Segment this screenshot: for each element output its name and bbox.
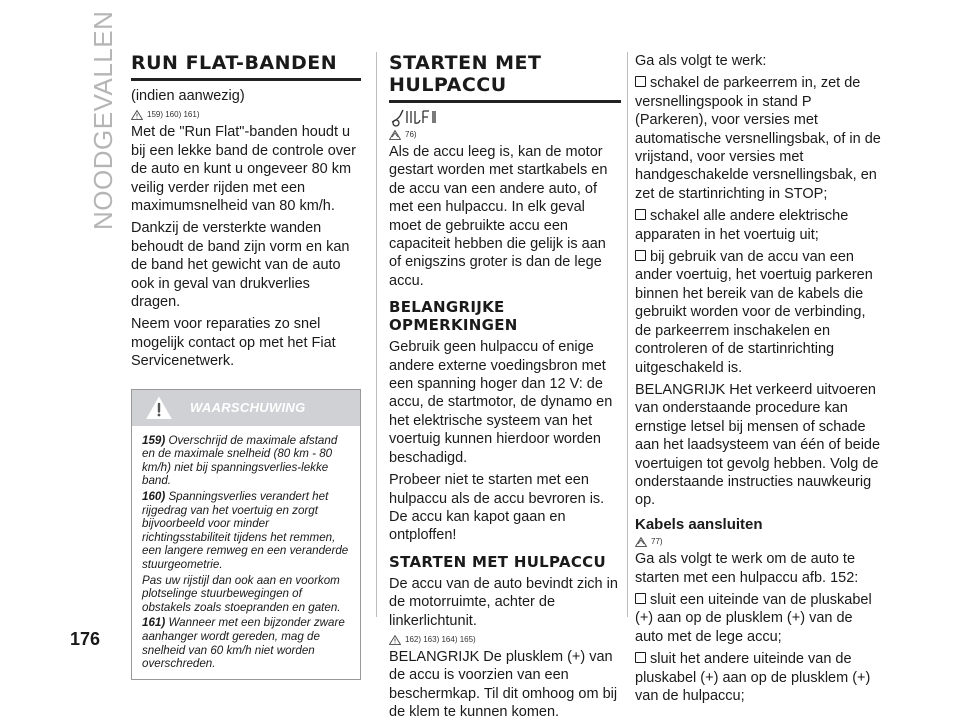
warning-item-number: 159) — [142, 433, 166, 447]
heading-belangrijke: BELANGRIJKE OPMERKINGEN — [389, 298, 518, 335]
checkbox-icon — [635, 209, 646, 220]
warning-refs — [635, 536, 883, 548]
paragraph: BELANGRIJK De plusklem (+) van de accu is voorzien van een beschermkap. Til dit omhoog om bij de klem te kunnen komen. — [389, 648, 618, 721]
paragraph: De accu van de auto bevindt zich in de motorruimte, achter de linkerlichtunit. — [389, 575, 618, 629]
paragraph: BELANGRIJK Het verkeerd uitvoeren van onderstaande procedure kan ernstige letsel bij mensen of schade aan het laadsysteem van één of beide voertuigen tot gevolg hebben. Volg de onderstaande instructies nauwkeurig op. — [635, 381, 881, 509]
checkbox-icon — [635, 76, 646, 87]
warning-refs — [389, 634, 621, 646]
column-divider — [376, 52, 377, 617]
warning-item — [142, 574, 350, 615]
warning-item — [142, 490, 350, 572]
checkbox-icon — [635, 593, 646, 604]
section-title-starten: STARTEN MET HULPACCU — [389, 52, 621, 103]
warning-header — [132, 390, 360, 426]
paragraph: Gebruik geen hulpaccu of enige andere externe voedingsbron met een spanning hoger dan 12 V: de accu, de startmotor, de dynamo en het elektrische systeem van het voertuig kunnen hierdoor worden beschadigd. — [389, 339, 613, 466]
refs-text: 77) — [651, 537, 663, 547]
list-item — [635, 74, 883, 203]
column-divider — [627, 52, 628, 617]
list-item — [635, 591, 883, 646]
list-item-text: sluit een uiteinde van de pluskabel (+) aan op de plusklem (+) van de auto met de lege accu; — [635, 591, 872, 645]
paragraph: Dankzij de versterkte wanden behoudt de band zijn vorm en kan de band het gewicht van de auto ook in geval van drukverlies dragen. — [131, 220, 350, 311]
warning-item-text: Spanningsverlies verandert het rijgedrag van het voertuig en zorgt bijvoorbeeld voor minder richtingsstabiliteit tijdens het remmen, een langere remweg en een veranderde stuurgeometrie. — [142, 490, 349, 572]
warning-triangle-icon — [131, 110, 143, 120]
warning-item-number: 161) — [142, 616, 166, 630]
warning-title: WAARSCHUWING — [190, 399, 306, 415]
paragraph: Neem voor reparaties zo snel mogelijk contact op met het Fiat Servicenetwerk. — [131, 316, 336, 370]
subtitle: (indien aanwezig) — [131, 88, 245, 104]
fiat-service-logo-icon — [389, 107, 441, 127]
warning-triangle-icon — [389, 130, 401, 140]
heading-kabels: Kabels aansluiten — [635, 515, 763, 533]
paragraph: Ga als volgt te werk: — [635, 53, 767, 69]
warning-triangle-icon — [146, 396, 172, 420]
warning-item-text: Wanneer met een bijzonder zware aanhanger wordt gereden, mag de snelheid van 60 km/h niet worden overschreden. — [142, 616, 345, 671]
list-item — [635, 248, 883, 377]
warning-item-text: Overschrijd de maximale afstand en de maximale snelheid (80 km - 80 km/h) niet bij spanningsverlies-lekke band. — [142, 433, 338, 488]
column-starten — [389, 52, 621, 721]
warning-item — [142, 434, 350, 488]
column-procedure — [635, 52, 883, 704]
heading-starten: STARTEN MET HULPACCU — [389, 552, 606, 571]
paragraph: Met de "Run Flat"-banden houdt u bij een lekke band de controle over de auto en kunt u ongeveer 80 km veilig verder rijden met een maximumsnelheid van 80 km/h. — [131, 124, 356, 215]
warning-refs — [389, 129, 621, 141]
list-item-text: sluit het andere uiteinde van de pluskabel (+) aan op de plusklem (+) van de hulpaccu; — [635, 651, 871, 704]
list-item-text: schakel alle andere elektrische apparaten in het voertuig uit; — [635, 208, 849, 243]
list-item — [635, 650, 883, 705]
paragraph: Probeer niet te starten met een hulpaccu als de accu bevroren is. De accu kan kapot gaan en ontploffen! — [389, 472, 605, 544]
side-tab-label: NOODGEVALLEN — [88, 10, 118, 230]
column-run-flat — [131, 52, 361, 671]
list-item-text: bij gebruik van de accu van een ander voertuig, het voertuig parkeren binnen het bereik van de kabels die gebruikt worden voor de verbinding, de parkeerrem inschakelen en controleren of de startinrichting uitgeschakeld is. — [635, 249, 873, 376]
page-number: 176 — [70, 629, 101, 649]
paragraph: Ga als volgt te werk om de auto te starten met een hulpaccu afb. 152: — [635, 551, 859, 586]
warning-triangle-icon — [635, 537, 647, 547]
refs-text: 76) — [405, 130, 417, 139]
list-item — [635, 207, 883, 244]
warning-body — [132, 426, 360, 679]
warning-item-text: Pas uw rijstijl dan ook aan en voorkom plotselinge stuurbewegingen of obstakels zoals stoepranden en gaten. — [142, 573, 341, 614]
warning-triangle-icon — [389, 635, 401, 645]
refs-text: 159) 160) 161) — [147, 110, 200, 120]
paragraph: Als de accu leeg is, kan de motor gestart worden met startkabels en de accu van een andere auto, of met een hulpaccu. In elk geval moet de gebruikte accu een capaciteit hebben die gelijk is aan of enigszins groter is dan de lege accu. — [389, 144, 608, 289]
warning-item-number: 160) — [142, 490, 166, 504]
warning-item — [142, 616, 350, 670]
checkbox-icon — [635, 250, 646, 261]
section-title-run-flat: RUN FLAT-BANDEN — [131, 52, 361, 81]
warning-refs — [131, 109, 361, 121]
warning-box — [131, 389, 361, 680]
checkbox-icon — [635, 652, 646, 663]
refs-text: 162) 163) 164) 165) — [405, 634, 476, 644]
list-item-text: schakel de parkeerrem in, zet de versnellingspook in stand P (Parkeren), voor versies met automatische versnellingsbak, of in de vrijstand, voor versies met handgeschakelde versnellingsbak, en zet de startinrichting in STOP; — [635, 75, 881, 202]
side-tab — [86, 10, 118, 232]
